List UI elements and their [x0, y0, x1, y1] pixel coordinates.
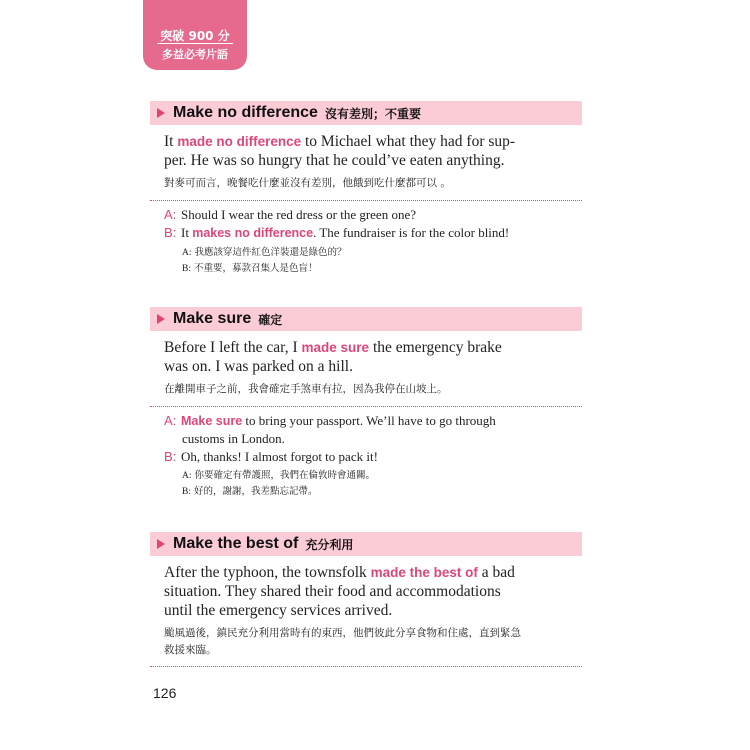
- highlight-phrase: Make sure: [181, 414, 243, 428]
- example-sentence: After the typhoon, the townsfolk made the best of a bad situation. They shared their food and accommodations until the emergency services arrived.: [164, 564, 515, 619]
- speaker-b: B:: [164, 225, 177, 240]
- tab-subtitle: 多益必考片語: [162, 48, 228, 61]
- highlight-phrase: made no difference: [177, 134, 302, 149]
- page-number: 126: [153, 685, 177, 701]
- example-translation: 對麥可而言，晚餐吃什麼並沒有差別，他餓到吃什麼都可以 。: [164, 177, 451, 189]
- phrase-meaning: 沒有差別；不重要: [324, 106, 421, 121]
- triangle-bullet-icon: [157, 108, 165, 118]
- section-header: [150, 532, 582, 556]
- phrase-title: Make the best of: [173, 535, 299, 552]
- phrase-title: Make sure: [173, 310, 252, 327]
- highlight-phrase: made the best of: [370, 565, 478, 580]
- highlight-phrase: makes no difference: [192, 226, 314, 240]
- tab-divider: [157, 43, 233, 44]
- phrase-meaning: 確定: [258, 312, 283, 327]
- section-header: [150, 101, 582, 125]
- dotted-divider: [150, 200, 582, 201]
- triangle-bullet-icon: [157, 539, 165, 549]
- speaker-b: B:: [164, 449, 177, 464]
- dotted-divider: [150, 406, 582, 407]
- speaker-a: A:: [164, 207, 177, 222]
- dialogue-translation: A: 我應該穿這件紅色洋裝還是綠色的？ B: 不重要，募款召集人是色盲！: [182, 247, 347, 274]
- tab-title: 突破 900 分: [160, 29, 230, 43]
- highlight-phrase: made sure: [301, 340, 370, 355]
- dialogue-translation: A: 你要確定有帶護照，我們在倫敦時會通關。 B: 好的，謝謝，我差點忘記帶。: [182, 470, 376, 497]
- chapter-tab: [143, 0, 247, 70]
- example-sentence: It made no difference to Michael what they had for sup- per. He was so hungry that he could’ve eaten anything.: [164, 133, 516, 169]
- speaker-a: A:: [164, 413, 177, 428]
- dotted-divider: [150, 666, 582, 667]
- triangle-bullet-icon: [157, 314, 165, 324]
- dialogue: A: Make sure to bring your passport. We’ll have to go through customs in London. B: Oh, thanks! I almost forgot to pack it!: [164, 413, 496, 464]
- section-header: [150, 307, 582, 331]
- example-translation: 颱風過後，鎮民充分利用當時有的東西，他們彼此分享食物和住處，直到緊急 救援來臨。: [164, 627, 521, 656]
- dialogue: A: Should I wear the red dress or the green one? B: It makes no difference. The fundraiser is for the color blind!: [164, 207, 510, 240]
- phrase-meaning: 充分利用: [305, 537, 354, 552]
- phrase-title: Make no difference: [173, 104, 318, 121]
- example-translation: 在離開車子之前，我會確定手煞車有拉，因為我停在山坡上。: [164, 383, 448, 395]
- example-sentence: Before I left the car, I made sure the emergency brake was on. I was parked on a hill.: [164, 339, 502, 375]
